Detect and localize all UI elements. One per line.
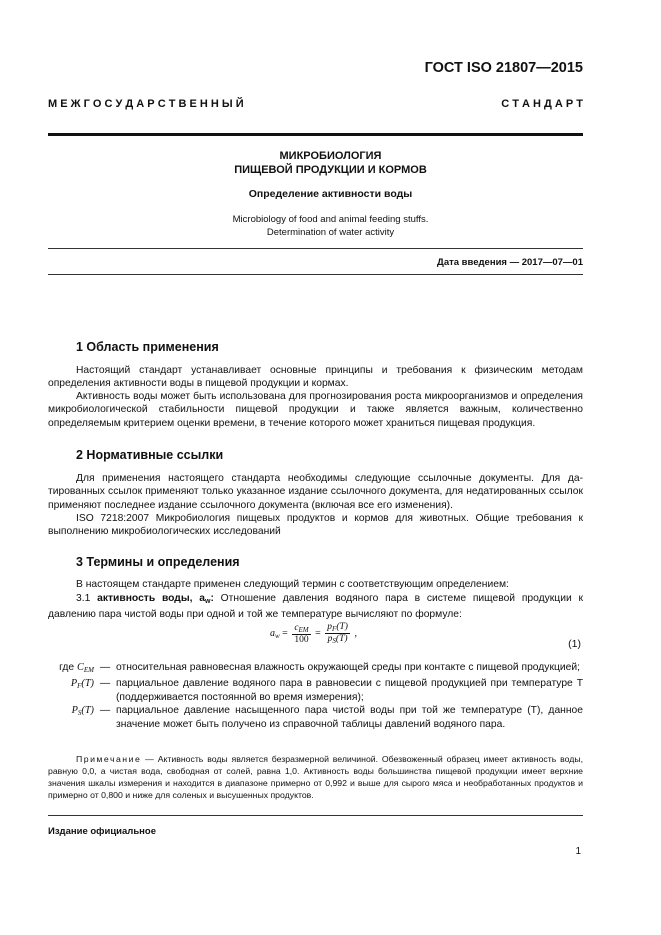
note (48, 753, 583, 801)
definition-text: парциальное давление водяного пара в равновесии с пищевой продукцией при температуре T (поддерживается постоянной во время измерения); (116, 678, 583, 703)
formula-lhs: $a_w$ (270, 627, 280, 640)
definition-text: относительная равновесная влажность окружающей среды при контакте с пищевой продукцией; (116, 662, 580, 673)
header-rule (48, 133, 583, 136)
title-rule (48, 248, 583, 249)
definition-row (48, 661, 583, 677)
note-label: Примечание (76, 754, 142, 764)
definition-row (48, 677, 583, 704)
formula-fraction-2: $\frac{p_F(T)}{p_S(T)}$ (327, 622, 348, 645)
symbol-definitions (48, 661, 583, 731)
water-activity-formula (270, 622, 357, 645)
section-2-paragraph-2: ISO 7218:2007 Микробиология пищевых продуктов и кормов для животных. Общие требования к выполнению микробиологических исследований (48, 513, 583, 538)
document-subtitle: Определение активности воды (248, 188, 413, 200)
title-line-1: МИКРОБИОЛОГИЯ (279, 150, 382, 162)
note-text: — Активность воды является безразмерной величиной. Обезвоженный образец имеет активность воды, равную 0,0, а чистая вода, свободная от солей, равна 1,0. Активность воды большинства пищевой продукции имеет верхние значения шкалы измерения и находится в диапазоне примерно от 0,992 и выше для сырого мяса и необработанных продуктов и примерно от 0,800 и ниже для соленых и высушенных продуктов. (48, 754, 583, 800)
english-title-line-1: Microbiology of food and animal feeding stuffs. (232, 214, 429, 225)
definition-dash: — (99, 662, 111, 673)
definition-symbol: $P_F(T)$ (70, 678, 94, 691)
formula-comma: , (354, 627, 357, 639)
section-1-paragraph-1: Настоящий стандарт устанавливает основные принципы и требования к физическим методам определения активности воды в пищевой продукции и кормах. (48, 365, 583, 390)
formula-fraction-1: $\frac{c_{EM}}{100}$ (294, 622, 309, 645)
section-2-heading: 2 Нормативные ссылки (76, 448, 224, 462)
section-1-paragraph-2: Активность воды может быть использована для прогнозирования роста микроорганизмов и определения микробиологической стабильности пищевой продукции и также является важным, количественно определяемым критерием оценки времени, в течение которого может храниться пищевая продукция. (48, 391, 583, 429)
formula-equals-2: = (315, 627, 321, 639)
english-title (0, 213, 661, 239)
definition-symbol: $P_S(T)$ (71, 705, 94, 718)
formula-number: (1) (568, 638, 581, 650)
section-1-heading: 1 Область применения (76, 340, 219, 354)
definition-dash: — (99, 705, 111, 717)
section-3-heading: 3 Термины и определения (76, 555, 240, 569)
formula-equals: = (282, 627, 288, 639)
term-definition-text: Отношение давления водяного пара в системе пищевой продукции к давлению пара чистой воды при одной и той же температуре вычисляют по формуле: (48, 593, 583, 621)
section-3-paragraph-1: В настоящем стандарте применен следующий термин с соответствующим определением: (76, 579, 509, 590)
english-title-line-2: Determination of water activity (266, 227, 395, 238)
page-number: 1 (575, 846, 581, 857)
definition-dash: — (99, 678, 111, 690)
official-edition-label: Издание официальное (48, 826, 156, 837)
date-rule (48, 274, 583, 275)
intro-date: Дата введения — 2017—07—01 (437, 257, 583, 268)
interstate-standard-banner (48, 98, 583, 110)
interstate-word: М Е Ж Г О С У Д А Р С Т В Е Н Н Ы Й (48, 98, 244, 110)
term-number: 3.1 (76, 593, 91, 604)
document-title (0, 149, 661, 177)
term-name: активность воды, $a_w$: (97, 593, 214, 605)
definition-row (48, 704, 583, 731)
definition-text: парциальное давление насыщенного пара чистой воды при той же температуре (T), данное значение может быть получено из справочной таблицы давлений водяного пара. (116, 705, 583, 730)
title-line-2: ПИЩЕВОЙ ПРОДУКЦИИ И КОРМОВ (234, 164, 427, 176)
term-definition (48, 592, 583, 622)
definition-symbol: где $C_{EM}$ (59, 662, 94, 674)
section-2-paragraph-1: Для применения настоящего стандарта необходимы следующие ссылочные документы. Для датированных ссылок применяют только указанное издание ссылочного документа, для недатированных ссылок применяют последнее издание ссылочного документа (включая все его изменения). (48, 473, 583, 511)
standard-code: ГОСТ ISO 21807—2015 (424, 60, 583, 76)
standard-word: С Т А Н Д А Р Т (501, 98, 583, 110)
footer-rule (48, 815, 583, 816)
